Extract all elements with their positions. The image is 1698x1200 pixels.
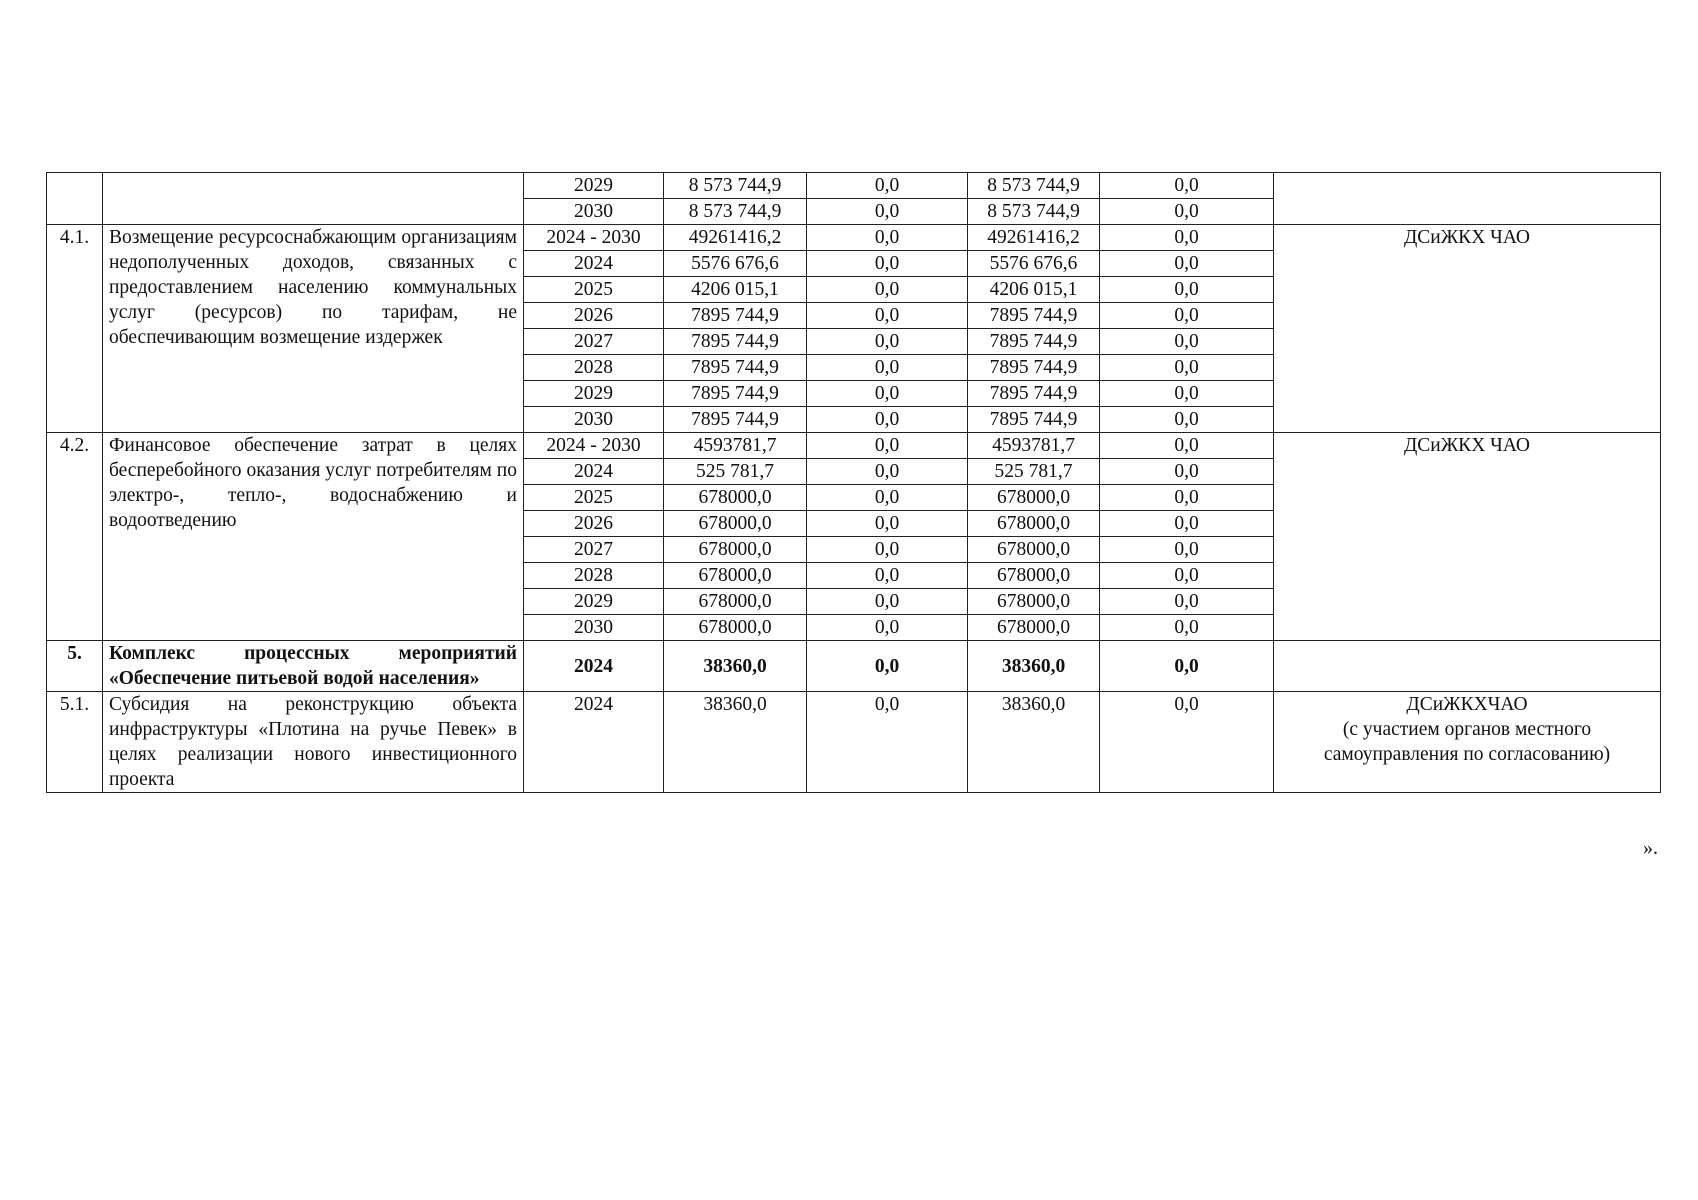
total-cell: 7895 744,9 [664,303,807,329]
year-cell: 2026 [524,511,664,537]
year-cell: 2026 [524,303,664,329]
year-cell: 2024 - 2030 [524,433,664,459]
item-description: Комплекс процессных мероприятий «Обеспечение питьевой водой населения» [103,641,524,692]
total-cell: 8 573 744,9 [664,173,807,199]
item-number [47,173,103,225]
other-sources-cell: 0,0 [1100,355,1274,381]
federal-budget-cell: 0,0 [807,692,968,793]
item-description: Финансовое обеспечение затрат в целях бесперебойного оказания услуг потребителям по электро-, тепло-, водоснабжению и водоотведению [103,433,524,641]
total-cell: 7895 744,9 [664,407,807,433]
item-number: 5. [47,641,103,692]
total-cell: 38360,0 [664,692,807,793]
table-row [47,433,1661,459]
federal-budget-cell: 0,0 [807,459,968,485]
federal-budget-cell: 0,0 [807,355,968,381]
year-cell: 2028 [524,355,664,381]
federal-budget-cell: 0,0 [807,537,968,563]
other-sources-cell: 0,0 [1100,199,1274,225]
item-number: 4.2. [47,433,103,641]
regional-budget-cell: 4206 015,1 [968,277,1100,303]
federal-budget-cell: 0,0 [807,199,968,225]
federal-budget-cell: 0,0 [807,511,968,537]
other-sources-cell: 0,0 [1100,407,1274,433]
total-cell: 678000,0 [664,485,807,511]
year-cell: 2029 [524,589,664,615]
responsible-executor [1274,173,1661,225]
total-cell: 525 781,7 [664,459,807,485]
total-cell: 7895 744,9 [664,355,807,381]
federal-budget-cell: 0,0 [807,485,968,511]
federal-budget-cell: 0,0 [807,563,968,589]
other-sources-cell: 0,0 [1100,641,1274,692]
regional-budget-cell: 678000,0 [968,485,1100,511]
federal-budget-cell: 0,0 [807,615,968,641]
federal-budget-cell: 0,0 [807,407,968,433]
other-sources-cell: 0,0 [1100,433,1274,459]
other-sources-cell: 0,0 [1100,485,1274,511]
federal-budget-cell: 0,0 [807,433,968,459]
year-cell: 2025 [524,485,664,511]
federal-budget-cell: 0,0 [807,641,968,692]
other-sources-cell: 0,0 [1100,329,1274,355]
other-sources-cell: 0,0 [1100,537,1274,563]
total-cell: 4206 015,1 [664,277,807,303]
total-cell: 38360,0 [664,641,807,692]
other-sources-cell: 0,0 [1100,381,1274,407]
other-sources-cell: 0,0 [1100,251,1274,277]
responsible-executor [1274,641,1661,692]
federal-budget-cell: 0,0 [807,277,968,303]
regional-budget-cell: 38360,0 [968,692,1100,793]
total-cell: 49261416,2 [664,225,807,251]
regional-budget-cell: 8 573 744,9 [968,199,1100,225]
regional-budget-cell: 7895 744,9 [968,329,1100,355]
other-sources-cell: 0,0 [1100,563,1274,589]
federal-budget-cell: 0,0 [807,225,968,251]
regional-budget-cell: 7895 744,9 [968,303,1100,329]
total-cell: 678000,0 [664,615,807,641]
other-sources-cell: 0,0 [1100,225,1274,251]
other-sources-cell: 0,0 [1100,589,1274,615]
responsible-executor-name: ДСиЖКХЧАО [1406,694,1528,715]
year-cell: 2029 [524,381,664,407]
year-cell: 2024 [524,692,664,793]
year-cell: 2027 [524,537,664,563]
regional-budget-cell: 5576 676,6 [968,251,1100,277]
federal-budget-cell: 0,0 [807,589,968,615]
regional-budget-cell: 678000,0 [968,511,1100,537]
item-description: Возмещение ресурсоснабжающим организациям недополученных доходов, связанных с предоставлением населению коммунальных услуг (ресурсов) по тарифам, не обеспечивающим возмещение издержек [103,225,524,433]
regional-budget-cell: 7895 744,9 [968,407,1100,433]
total-cell: 678000,0 [664,589,807,615]
regional-budget-cell: 525 781,7 [968,459,1100,485]
year-cell: 2027 [524,329,664,355]
federal-budget-cell: 0,0 [807,329,968,355]
year-cell: 2024 [524,459,664,485]
year-cell: 2024 [524,251,664,277]
closing-quote-mark: ». [1643,837,1658,859]
section-row [47,641,1661,692]
regional-budget-cell: 678000,0 [968,615,1100,641]
table-row [47,225,1661,251]
item-number: 4.1. [47,225,103,433]
year-cell: 2025 [524,277,664,303]
regional-budget-cell: 8 573 744,9 [968,173,1100,199]
table-row [47,173,1661,199]
other-sources-cell: 0,0 [1100,692,1274,793]
other-sources-cell: 0,0 [1100,615,1274,641]
other-sources-cell: 0,0 [1100,459,1274,485]
year-cell: 2030 [524,199,664,225]
federal-budget-cell: 0,0 [807,381,968,407]
year-cell: 2024 [524,641,664,692]
item-number: 5.1. [47,692,103,793]
item-description [103,173,524,225]
year-cell: 2028 [524,563,664,589]
responsible-executor-note: (с участием органов местного самоуправления по согласованию) [1323,719,1611,765]
regional-budget-cell: 678000,0 [968,537,1100,563]
year-cell: 2030 [524,407,664,433]
year-cell: 2029 [524,173,664,199]
regional-budget-cell: 38360,0 [968,641,1100,692]
table-body [47,173,1661,793]
total-cell: 678000,0 [664,537,807,563]
item-description: Субсидия на реконструкцию объекта инфраструктуры «Плотина на ручье Певек» в целях реализации нового инвестиционного проекта [103,692,524,793]
other-sources-cell: 0,0 [1100,277,1274,303]
regional-budget-cell: 7895 744,9 [968,355,1100,381]
responsible-executor: ДСиЖКХ ЧАО [1274,433,1661,641]
total-cell: 678000,0 [664,563,807,589]
regional-budget-cell: 49261416,2 [968,225,1100,251]
federal-budget-cell: 0,0 [807,251,968,277]
other-sources-cell: 0,0 [1100,303,1274,329]
total-cell: 7895 744,9 [664,381,807,407]
other-sources-cell: 0,0 [1100,511,1274,537]
total-cell: 8 573 744,9 [664,199,807,225]
total-cell: 678000,0 [664,511,807,537]
regional-budget-cell: 678000,0 [968,563,1100,589]
budget-table [46,172,1661,793]
regional-budget-cell: 7895 744,9 [968,381,1100,407]
total-cell: 5576 676,6 [664,251,807,277]
federal-budget-cell: 0,0 [807,303,968,329]
year-cell: 2030 [524,615,664,641]
regional-budget-cell: 678000,0 [968,589,1100,615]
responsible-executor: ДСиЖКХ ЧАО [1274,225,1661,433]
responsible-executor [1274,692,1661,793]
other-sources-cell: 0,0 [1100,173,1274,199]
regional-budget-cell: 4593781,7 [968,433,1100,459]
federal-budget-cell: 0,0 [807,173,968,199]
total-cell: 7895 744,9 [664,329,807,355]
year-cell: 2024 - 2030 [524,225,664,251]
table-row [47,692,1661,793]
total-cell: 4593781,7 [664,433,807,459]
